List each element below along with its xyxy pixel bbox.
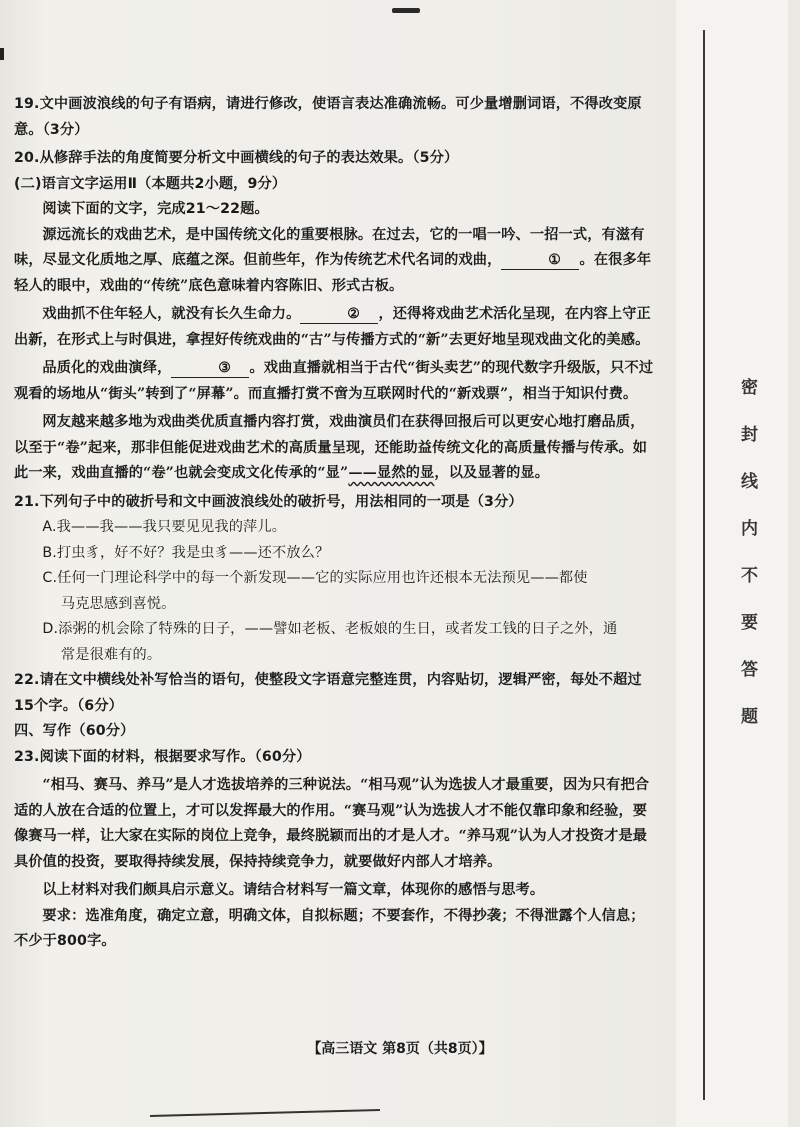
- option-c: C.任何一门理论科学中的每一个新发现——它的实际应用也许还根本无法预见——都使: [42, 570, 588, 586]
- scan-mark: [392, 8, 420, 13]
- reading-intro: 阅读下面的文字，完成21～22题。: [42, 201, 269, 217]
- section-heading-4: 四、写作（60分）: [14, 723, 135, 739]
- question-22: 22.请在文中横线处补写恰当的语句，使整段文字语意完整连贯，内容贴切，逻辑严密，每处不超过15个字。（6分）: [14, 672, 642, 714]
- question-20: 20.从修辞手法的角度简要分析文中画横线的句子的表达效果。（5分）: [14, 150, 459, 166]
- blank-1: ①: [501, 252, 579, 270]
- section-heading-2: (二)语言文字运用Ⅱ（本题共2小题，9分）: [14, 175, 287, 192]
- option-d: D.添粥的机会除了特殊的日子，——譬如老板、老板娘的生日，或者发工钱的日子之外，通: [42, 621, 618, 637]
- writing-material: “相马、赛马、养马”是人才选拔培养的三种说法。“相马观”认为选拔人才最重要，因为只有把合适的人放在合适的位置上，才可以发挥最大的作用。“赛马观”认为选拔人才不能仅靠印象和经验，要像赛马一样，让大家在实际的岗位上竞争，最终脱颖而出的才是人才。“养马观”认为人才投资才是最具价值的投资，要取得持续发展，保持持续竞争力，就要做好内部人才培养。: [14, 777, 650, 870]
- passage-paragraph-1: 源远流长的戏曲艺术，是中国传统文化的重要根脉。在过去，它的一唱一吟、一招一式，有滋有味，尽显文化质地之厚、底蕴之深。但前些年，作为传统艺术代名词的戏曲， ① 。在很多年轻人的眼中，戏曲的“传统”底色意味着内容陈旧、形式古板。: [14, 226, 652, 294]
- question-21: 21.下列句子中的破折号和文中画波浪线处的破折号，用法相同的一项是（3分）: [14, 493, 523, 510]
- option-b: B.打虫豸，好不好？我是虫豸——还不放么？: [42, 544, 330, 561]
- option-d-continued: 常是很难有的。: [60, 646, 162, 663]
- wavy-underline-text: ——显然的显: [348, 465, 435, 481]
- passage-paragraph-2: 戏曲抓不住年轻人，就没有长久生命力。 ② ，还得将戏曲艺术活化呈现，在内容上守正出新，在形式上与时俱进，拿捏好传统戏曲的“古”与传播方式的“新”去更好地呈现戏曲文化的美感。: [14, 306, 651, 348]
- blank-3: ③: [171, 360, 249, 378]
- page-footer: 【高三语文 第8页（共8页）】: [307, 1041, 493, 1057]
- question-19: 19.文中画波浪线的句子有语病，请进行修改，使语言表达准确流畅。可少量增删词语，不得改变原意。（3分）: [14, 96, 642, 138]
- writing-requirements: 要求：选准角度，确定立意，明确文体，自拟标题；不要套作，不得抄袭；不得泄露个人信息；不少于800字。: [14, 907, 645, 949]
- option-c-continued: 马克思感到喜悦。: [60, 595, 176, 612]
- option-a: A.我——我——我只要见见我的萍儿。: [42, 519, 287, 535]
- binding-line: [703, 30, 705, 1100]
- scan-mark: [0, 48, 4, 60]
- blank-2: ②: [300, 306, 378, 324]
- passage-paragraph-4: 网友越来越多地为戏曲类优质直播内容打赏，戏曲演员们在获得回报后可以更安心地打磨品质，以至于“卷”起来，那非但能促进戏曲艺术的高质量呈现，还能助益传统文化的高质量传播与传承。如此一来，戏曲直播的“卷”也就会变成文化传承的“显”——显然的显，以及显著的显。: [14, 414, 648, 481]
- binding-margin: [676, 0, 788, 1127]
- question-23: 23.阅读下面的材料，根据要求写作。（60分）: [14, 748, 311, 765]
- passage-paragraph-3: 品质化的戏曲演绎， ③ 。戏曲直播就相当于古代“街头卖艺”的现代数字升级版，只不过观看的场地从“街头”转到了“屏幕”。而直播打赏不啻为互联网时代的“新戏票”，相当于知识付费。: [14, 360, 654, 402]
- binding-warning-text: 密封线内不要答题: [737, 378, 757, 754]
- exam-content: [14, 92, 654, 955]
- scan-mark: [150, 1109, 380, 1117]
- writing-prompt: 以上材料对我们颇具启示意义。请结合材料写一篇文章，体现你的感悟与思考。: [42, 882, 545, 898]
